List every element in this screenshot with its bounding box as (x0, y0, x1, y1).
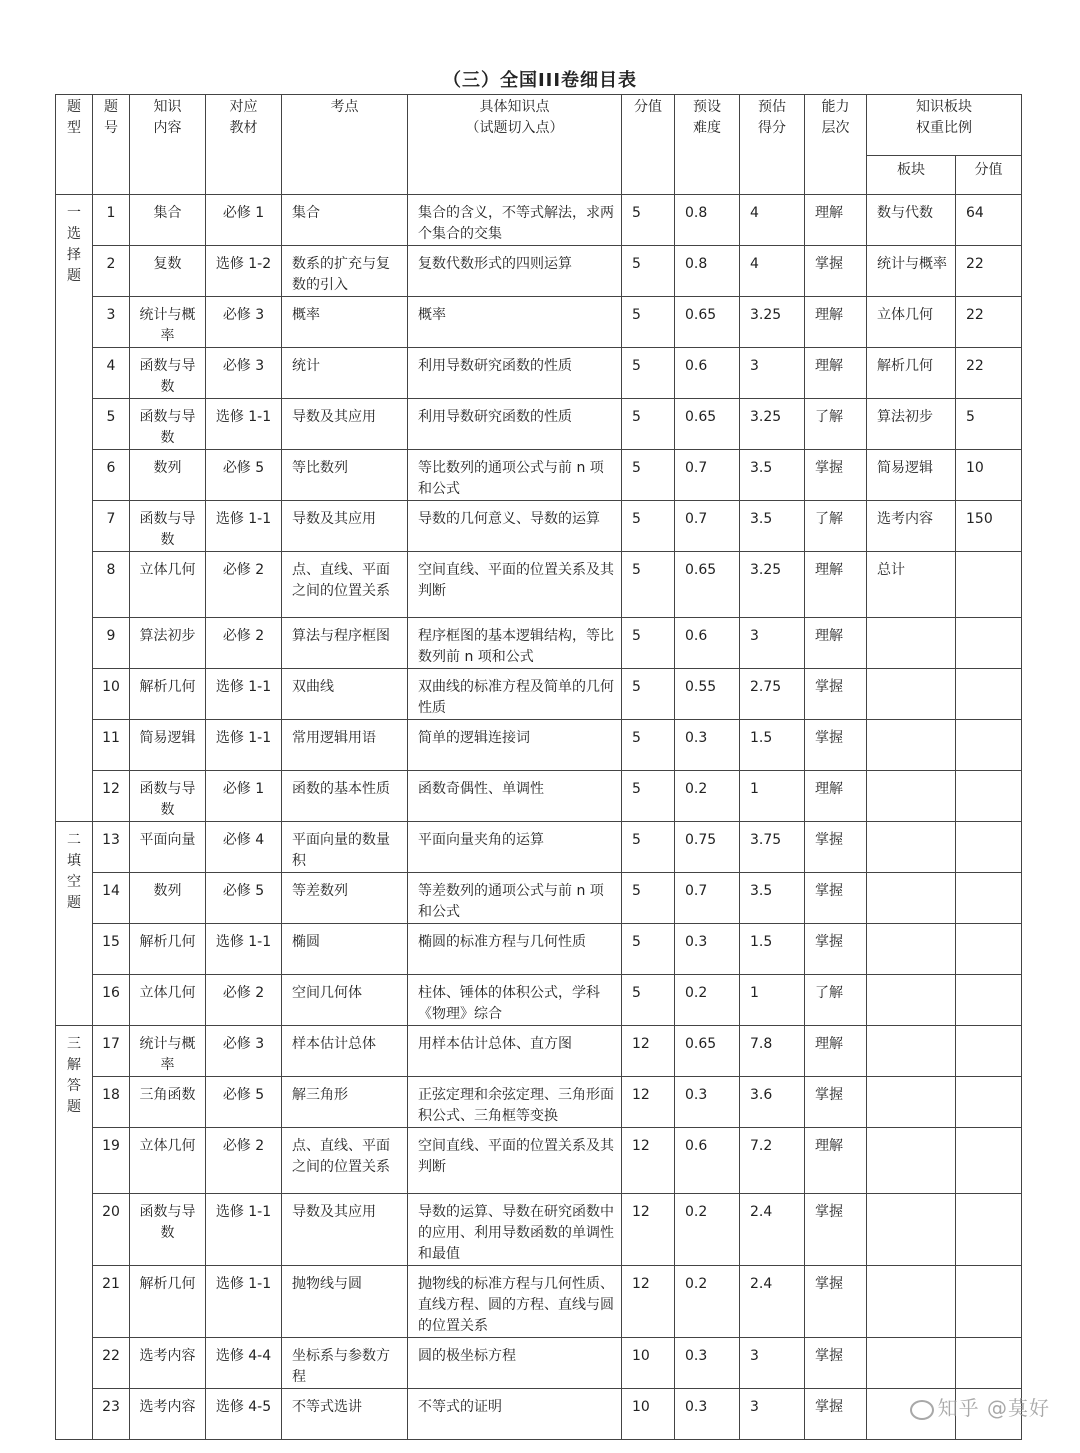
cell-detail: 集合的含义，不等式解法，求两个集合的交集 (408, 195, 622, 246)
cell-textbook: 选修 4-4 (206, 1338, 282, 1389)
cell-point: 双曲线 (282, 669, 408, 720)
cell-expected: 4 (740, 246, 805, 297)
cell-point: 椭圆 (282, 924, 408, 975)
cell-ability: 掌握 (805, 1077, 867, 1128)
cell-point: 概率 (282, 297, 408, 348)
cell-textbook: 选修 4-5 (206, 1389, 282, 1440)
cell-block-score (956, 618, 1022, 669)
cell-detail: 用样本估计总体、直方图 (408, 1026, 622, 1077)
cell-ability: 理解 (805, 552, 867, 618)
cell-score: 5 (622, 399, 675, 450)
cell-block-score (956, 1026, 1022, 1077)
cell-textbook: 必修 5 (206, 873, 282, 924)
cell-content: 立体几何 (130, 1128, 206, 1194)
cell-content: 立体几何 (130, 975, 206, 1026)
table-row (56, 399, 1022, 450)
cell-block (867, 1338, 956, 1389)
table-row (56, 1128, 1022, 1194)
cell-num: 6 (93, 450, 130, 501)
cell-textbook: 选修 1-1 (206, 501, 282, 552)
cell-point: 空间几何体 (282, 975, 408, 1026)
cell-content: 函数与导数 (130, 348, 206, 399)
cell-content: 解析几何 (130, 1266, 206, 1338)
table-row (56, 1266, 1022, 1338)
cell-score: 5 (622, 195, 675, 246)
cell-ability: 掌握 (805, 669, 867, 720)
cell-textbook: 选修 1-1 (206, 669, 282, 720)
cell-detail: 复数代数形式的四则运算 (408, 246, 622, 297)
cell-difficulty: 0.8 (675, 246, 740, 297)
cell-content: 三角函数 (130, 1077, 206, 1128)
cell-textbook: 必修 1 (206, 771, 282, 822)
cell-block (867, 873, 956, 924)
cell-detail: 正弦定理和余弦定理、三角形面积公式、三角框等变换 (408, 1077, 622, 1128)
cell-num: 12 (93, 771, 130, 822)
cell-score: 12 (622, 1194, 675, 1266)
cell-ability: 掌握 (805, 1389, 867, 1440)
cell-block-score: 64 (956, 195, 1022, 246)
table-row (56, 1026, 1022, 1077)
cell-difficulty: 0.2 (675, 975, 740, 1026)
cell-block (867, 771, 956, 822)
cell-score: 5 (622, 618, 675, 669)
chat-bubble-icon (910, 1400, 934, 1420)
cell-score: 5 (622, 669, 675, 720)
cell-ability: 掌握 (805, 720, 867, 771)
cell-score: 5 (622, 720, 675, 771)
header-textbook: 对应教材 (206, 95, 282, 195)
cell-content: 统计与概率 (130, 1026, 206, 1077)
cell-difficulty: 0.7 (675, 873, 740, 924)
cell-difficulty: 0.6 (675, 618, 740, 669)
cell-detail: 柱体、锤体的体积公式，学科《物理》综合 (408, 975, 622, 1026)
cell-expected: 3.25 (740, 399, 805, 450)
cell-num: 2 (93, 246, 130, 297)
cell-block (867, 1194, 956, 1266)
cell-difficulty: 0.6 (675, 348, 740, 399)
cell-point: 集合 (282, 195, 408, 246)
header-score: 分值 (622, 95, 675, 195)
cell-block-score: 5 (956, 399, 1022, 450)
header-detail: 具体知识点 （试题切入点） (408, 95, 622, 195)
cell-detail: 导数的运算、导数在研究函数中的应用、利用导数函数的单调性和最值 (408, 1194, 622, 1266)
cell-detail: 简单的逻辑连接词 (408, 720, 622, 771)
cell-content: 数列 (130, 873, 206, 924)
cell-difficulty: 0.65 (675, 1026, 740, 1077)
cell-block-score (956, 669, 1022, 720)
header-num: 题号 (93, 95, 130, 195)
header-row (56, 95, 1022, 156)
cell-detail: 导数的几何意义、导数的运算 (408, 501, 622, 552)
cell-ability: 理解 (805, 1026, 867, 1077)
cell-content: 选考内容 (130, 1389, 206, 1440)
cell-point: 坐标系与参数方程 (282, 1338, 408, 1389)
cell-block (867, 822, 956, 873)
cell-block (867, 1266, 956, 1338)
header-expected: 预估得分 (740, 95, 805, 195)
cell-score: 12 (622, 1266, 675, 1338)
cell-score: 5 (622, 873, 675, 924)
cell-content: 数列 (130, 450, 206, 501)
table-row (56, 873, 1022, 924)
cell-content: 函数与导数 (130, 771, 206, 822)
cell-score: 5 (622, 975, 675, 1026)
table-row (56, 1077, 1022, 1128)
cell-block (867, 924, 956, 975)
table-row (56, 822, 1022, 873)
table-row (56, 348, 1022, 399)
cell-detail: 空间直线、平面的位置关系及其判断 (408, 1128, 622, 1194)
table-row (56, 771, 1022, 822)
cell-ability: 掌握 (805, 924, 867, 975)
cell-expected: 2.4 (740, 1266, 805, 1338)
cell-block-score (956, 1338, 1022, 1389)
cell-block: 选考内容 (867, 501, 956, 552)
cell-textbook: 必修 3 (206, 348, 282, 399)
cell-difficulty: 0.3 (675, 1389, 740, 1440)
cell-textbook: 必修 2 (206, 552, 282, 618)
cell-block-score: 10 (956, 450, 1022, 501)
cell-ability: 理解 (805, 195, 867, 246)
cell-detail: 概率 (408, 297, 622, 348)
header-block-score: 分值 (956, 156, 1022, 195)
cell-difficulty: 0.65 (675, 297, 740, 348)
cell-textbook: 选修 1-1 (206, 1266, 282, 1338)
cell-block-score (956, 822, 1022, 873)
cell-content: 立体几何 (130, 552, 206, 618)
cell-point: 导数及其应用 (282, 399, 408, 450)
cell-expected: 3.5 (740, 873, 805, 924)
cell-block-score (956, 720, 1022, 771)
cell-score: 5 (622, 450, 675, 501)
header-type: 题型 (56, 95, 93, 195)
cell-ability: 掌握 (805, 450, 867, 501)
cell-textbook: 必修 3 (206, 297, 282, 348)
cell-difficulty: 0.55 (675, 669, 740, 720)
cell-difficulty: 0.3 (675, 1338, 740, 1389)
cell-textbook: 必修 3 (206, 1026, 282, 1077)
cell-block-score (956, 924, 1022, 975)
cell-block-score (956, 1077, 1022, 1128)
cell-expected: 7.2 (740, 1128, 805, 1194)
cell-expected: 4 (740, 195, 805, 246)
cell-ability: 掌握 (805, 1266, 867, 1338)
section-label: 一选择题 (56, 195, 93, 822)
cell-block-score (956, 771, 1022, 822)
cell-block-score (956, 873, 1022, 924)
cell-expected: 1 (740, 975, 805, 1026)
cell-expected: 1.5 (740, 924, 805, 975)
cell-detail: 椭圆的标准方程与几何性质 (408, 924, 622, 975)
cell-score: 5 (622, 924, 675, 975)
cell-difficulty: 0.75 (675, 822, 740, 873)
cell-score: 12 (622, 1077, 675, 1128)
cell-block: 数与代数 (867, 195, 956, 246)
watermark: 知乎 @莫好 (910, 1392, 1050, 1421)
cell-expected: 3.75 (740, 822, 805, 873)
cell-num: 20 (93, 1194, 130, 1266)
cell-point: 平面向量的数量积 (282, 822, 408, 873)
cell-num: 8 (93, 552, 130, 618)
cell-score: 5 (622, 246, 675, 297)
cell-expected: 3 (740, 1389, 805, 1440)
cell-num: 5 (93, 399, 130, 450)
cell-num: 22 (93, 1338, 130, 1389)
cell-point: 等比数列 (282, 450, 408, 501)
table-row (56, 1194, 1022, 1266)
cell-num: 19 (93, 1128, 130, 1194)
cell-ability: 理解 (805, 618, 867, 669)
cell-point: 导数及其应用 (282, 501, 408, 552)
cell-textbook: 必修 5 (206, 1077, 282, 1128)
cell-textbook: 选修 1-1 (206, 1194, 282, 1266)
cell-expected: 3.6 (740, 1077, 805, 1128)
cell-expected: 3.25 (740, 297, 805, 348)
cell-detail: 不等式的证明 (408, 1389, 622, 1440)
cell-detail: 利用导数研究函数的性质 (408, 348, 622, 399)
cell-num: 3 (93, 297, 130, 348)
cell-content: 函数与导数 (130, 501, 206, 552)
cell-num: 21 (93, 1266, 130, 1338)
cell-content: 函数与导数 (130, 1194, 206, 1266)
cell-difficulty: 0.3 (675, 720, 740, 771)
cell-expected: 3 (740, 348, 805, 399)
cell-content: 函数与导数 (130, 399, 206, 450)
cell-block: 统计与概率 (867, 246, 956, 297)
cell-textbook: 选修 1-1 (206, 924, 282, 975)
cell-ability: 理解 (805, 771, 867, 822)
cell-content: 选考内容 (130, 1338, 206, 1389)
cell-block (867, 1026, 956, 1077)
header-point: 考点 (282, 95, 408, 195)
table-row (56, 195, 1022, 246)
cell-block (867, 975, 956, 1026)
table-row (56, 669, 1022, 720)
cell-block: 总计 (867, 552, 956, 618)
table-row (56, 924, 1022, 975)
cell-textbook: 必修 1 (206, 195, 282, 246)
cell-content: 统计与概率 (130, 297, 206, 348)
cell-num: 14 (93, 873, 130, 924)
cell-ability: 掌握 (805, 873, 867, 924)
cell-expected: 3.5 (740, 450, 805, 501)
cell-expected: 2.4 (740, 1194, 805, 1266)
section-label: 三解答题 (56, 1026, 93, 1440)
cell-score: 5 (622, 297, 675, 348)
cell-point: 函数的基本性质 (282, 771, 408, 822)
cell-textbook: 选修 1-2 (206, 246, 282, 297)
cell-expected: 7.8 (740, 1026, 805, 1077)
cell-num: 1 (93, 195, 130, 246)
cell-num: 16 (93, 975, 130, 1026)
cell-detail: 平面向量夹角的运算 (408, 822, 622, 873)
cell-num: 18 (93, 1077, 130, 1128)
cell-num: 17 (93, 1026, 130, 1077)
cell-num: 23 (93, 1389, 130, 1440)
cell-ability: 理解 (805, 348, 867, 399)
cell-ability: 了解 (805, 501, 867, 552)
header-content: 知识内容 (130, 95, 206, 195)
cell-expected: 3 (740, 1338, 805, 1389)
cell-block-score (956, 1194, 1022, 1266)
cell-block (867, 669, 956, 720)
cell-content: 算法初步 (130, 618, 206, 669)
cell-block (867, 1128, 956, 1194)
table-row (56, 1338, 1022, 1389)
cell-point: 常用逻辑用语 (282, 720, 408, 771)
cell-block: 算法初步 (867, 399, 956, 450)
cell-block (867, 720, 956, 771)
cell-detail: 程序框图的基本逻辑结构，等比数列前 n 项和公式 (408, 618, 622, 669)
header-difficulty: 预设难度 (675, 95, 740, 195)
cell-block: 简易逻辑 (867, 450, 956, 501)
cell-block-score (956, 552, 1022, 618)
cell-block-score (956, 975, 1022, 1026)
cell-expected: 3.5 (740, 501, 805, 552)
cell-difficulty: 0.3 (675, 924, 740, 975)
header-block: 板块 (867, 156, 956, 195)
cell-textbook: 选修 1-1 (206, 399, 282, 450)
cell-content: 简易逻辑 (130, 720, 206, 771)
cell-textbook: 必修 2 (206, 1128, 282, 1194)
header-ability: 能力层次 (805, 95, 867, 195)
cell-ability: 掌握 (805, 1338, 867, 1389)
cell-score: 5 (622, 501, 675, 552)
cell-difficulty: 0.65 (675, 552, 740, 618)
cell-textbook: 选修 1-1 (206, 720, 282, 771)
cell-num: 7 (93, 501, 130, 552)
cell-ability: 了解 (805, 975, 867, 1026)
cell-content: 解析几何 (130, 924, 206, 975)
cell-block: 立体几何 (867, 297, 956, 348)
cell-detail: 空间直线、平面的位置关系及其判断 (408, 552, 622, 618)
document-title: （三）全国III卷细目表 (442, 70, 638, 91)
cell-block (867, 618, 956, 669)
table-row (56, 450, 1022, 501)
cell-score: 5 (622, 348, 675, 399)
cell-num: 10 (93, 669, 130, 720)
cell-num: 11 (93, 720, 130, 771)
cell-detail: 双曲线的标准方程及简单的几何性质 (408, 669, 622, 720)
cell-score: 10 (622, 1338, 675, 1389)
cell-difficulty: 0.6 (675, 1128, 740, 1194)
cell-expected: 2.75 (740, 669, 805, 720)
table-row (56, 720, 1022, 771)
cell-expected: 1 (740, 771, 805, 822)
table-row (56, 618, 1022, 669)
cell-textbook: 必修 5 (206, 450, 282, 501)
cell-point: 导数及其应用 (282, 1194, 408, 1266)
cell-content: 解析几何 (130, 669, 206, 720)
cell-detail: 利用导数研究函数的性质 (408, 399, 622, 450)
cell-num: 13 (93, 822, 130, 873)
cell-point: 统计 (282, 348, 408, 399)
header-weight: 知识板块权重比例 (867, 95, 1022, 156)
table-row (56, 975, 1022, 1026)
cell-ability: 理解 (805, 297, 867, 348)
cell-score: 10 (622, 1389, 675, 1440)
cell-difficulty: 0.3 (675, 1077, 740, 1128)
cell-detail: 抛物线的标准方程与几何性质、直线方程、圆的方程、直线与圆的位置关系 (408, 1266, 622, 1338)
cell-content: 集合 (130, 195, 206, 246)
cell-block (867, 1077, 956, 1128)
cell-score: 12 (622, 1128, 675, 1194)
cell-content: 平面向量 (130, 822, 206, 873)
cell-detail: 等差数列的通项公式与前 n 项和公式 (408, 873, 622, 924)
cell-point: 等差数列 (282, 873, 408, 924)
cell-point: 抛物线与圆 (282, 1266, 408, 1338)
cell-score: 5 (622, 552, 675, 618)
cell-point: 解三角形 (282, 1077, 408, 1128)
cell-difficulty: 0.7 (675, 501, 740, 552)
cell-score: 12 (622, 1026, 675, 1077)
table-row (56, 1389, 1022, 1440)
cell-block-score (956, 1266, 1022, 1338)
cell-point: 点、直线、平面之间的位置关系 (282, 1128, 408, 1194)
cell-textbook: 必修 4 (206, 822, 282, 873)
cell-textbook: 必修 2 (206, 975, 282, 1026)
cell-difficulty: 0.2 (675, 1266, 740, 1338)
table-row (56, 297, 1022, 348)
cell-block-score: 22 (956, 348, 1022, 399)
cell-block-score: 22 (956, 246, 1022, 297)
cell-point: 不等式选讲 (282, 1389, 408, 1440)
cell-difficulty: 0.2 (675, 1194, 740, 1266)
section-label: 二填空题 (56, 822, 93, 1026)
cell-score: 5 (622, 771, 675, 822)
cell-difficulty: 0.8 (675, 195, 740, 246)
cell-detail: 等比数列的通项公式与前 n 项和公式 (408, 450, 622, 501)
cell-difficulty: 0.2 (675, 771, 740, 822)
cell-ability: 了解 (805, 399, 867, 450)
table-row (56, 501, 1022, 552)
cell-detail: 圆的极坐标方程 (408, 1338, 622, 1389)
cell-block: 解析几何 (867, 348, 956, 399)
cell-expected: 3.25 (740, 552, 805, 618)
cell-score: 5 (622, 822, 675, 873)
cell-ability: 掌握 (805, 1194, 867, 1266)
cell-ability: 掌握 (805, 246, 867, 297)
cell-point: 样本估计总体 (282, 1026, 408, 1077)
exam-breakdown-table (55, 94, 1022, 1440)
cell-point: 数系的扩充与复数的引入 (282, 246, 408, 297)
cell-block-score: 22 (956, 297, 1022, 348)
cell-num: 15 (93, 924, 130, 975)
cell-ability: 理解 (805, 1128, 867, 1194)
cell-block-score: 150 (956, 501, 1022, 552)
table-row (56, 246, 1022, 297)
cell-block-score (956, 1128, 1022, 1194)
cell-difficulty: 0.7 (675, 450, 740, 501)
cell-ability: 掌握 (805, 822, 867, 873)
cell-textbook: 必修 2 (206, 618, 282, 669)
cell-point: 算法与程序框图 (282, 618, 408, 669)
cell-expected: 1.5 (740, 720, 805, 771)
cell-detail: 函数奇偶性、单调性 (408, 771, 622, 822)
cell-difficulty: 0.65 (675, 399, 740, 450)
cell-point: 点、直线、平面之间的位置关系 (282, 552, 408, 618)
cell-content: 复数 (130, 246, 206, 297)
cell-num: 4 (93, 348, 130, 399)
cell-expected: 3 (740, 618, 805, 669)
table-row (56, 552, 1022, 618)
cell-num: 9 (93, 618, 130, 669)
